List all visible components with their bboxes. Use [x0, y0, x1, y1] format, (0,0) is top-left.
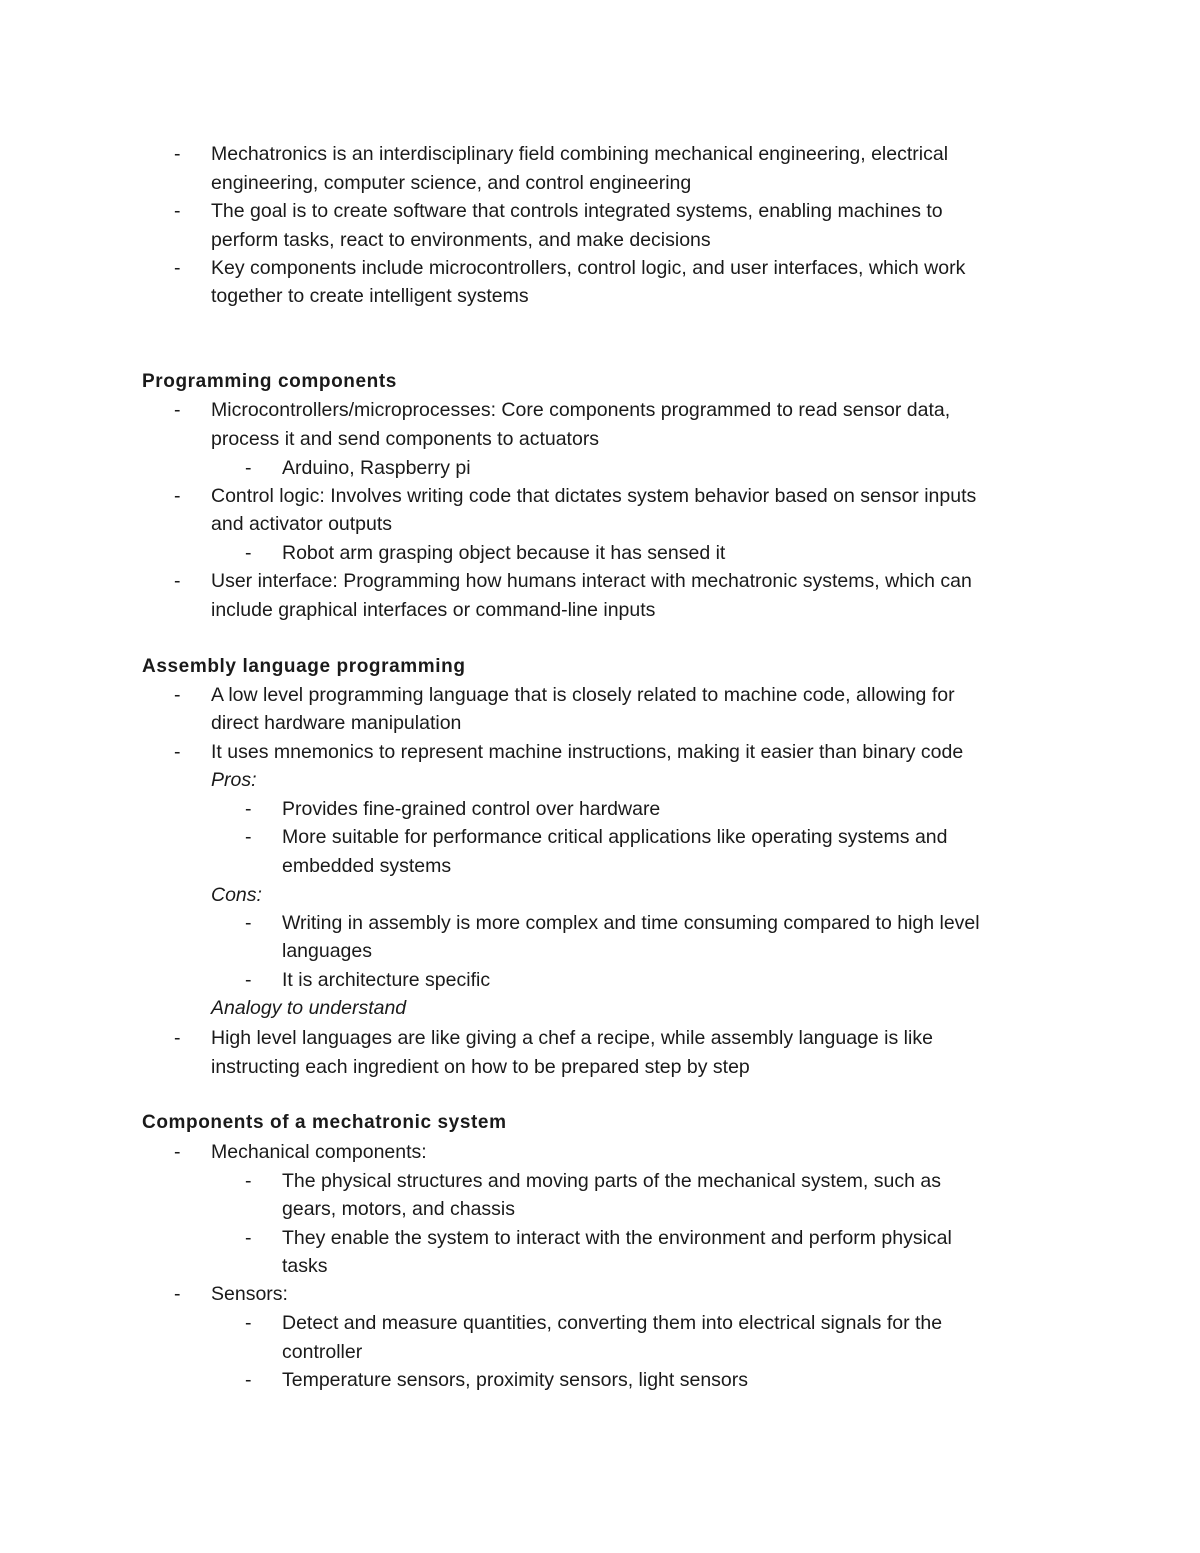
bullet-dash: -	[174, 1027, 181, 1049]
bullet-dash: -	[174, 399, 181, 421]
bullet-dash: -	[174, 1283, 181, 1305]
programming-item-3-line-1: User interface: Programming how humans interact with mechatronic systems, which can	[211, 570, 972, 592]
bullet-dash: -	[245, 798, 252, 820]
cons-item-1-line-1: Writing in assembly is more complex and time consuming compared to high level	[282, 912, 980, 934]
pros-item-2-line-2: embedded systems	[282, 855, 452, 877]
bullet-dash: -	[245, 1312, 252, 1334]
analogy-line-1: High level languages are like giving a chef a recipe, while assembly language is like	[211, 1027, 933, 1049]
bullet-dash: -	[245, 1227, 252, 1249]
bullet-dash: -	[174, 143, 181, 165]
bullet-dash: -	[174, 200, 181, 222]
mechanical-label: Mechanical components:	[211, 1141, 427, 1163]
programming-item-1-line-1: Microcontrollers/microprocesses: Core components programmed to read sensor data,	[211, 399, 951, 421]
cons-label: Cons:	[211, 884, 262, 906]
bullet-dash: -	[245, 912, 252, 934]
intro-item-1-line-1: Mechatronics is an interdisciplinary field combining mechanical engineering, electrical	[211, 143, 949, 165]
bullet-dash: -	[245, 1369, 252, 1391]
programming-heading: Programming components	[142, 371, 397, 392]
sensors-item-1-line-1: Detect and measure quantities, converting them into electrical signals for the	[282, 1312, 943, 1334]
pros-label: Pros:	[211, 769, 257, 791]
intro-item-3-line-1: Key components include microcontrollers, control logic, and user interfaces, which work	[211, 257, 966, 279]
programming-item-2-sub: Robot arm grasping object because it has sensed it	[282, 542, 726, 564]
mechanical-item-1-line-2: gears, motors, and chassis	[282, 1198, 516, 1220]
bullet-dash: -	[245, 542, 252, 564]
mechanical-item-2-line-1: They enable the system to interact with the environment and perform physical	[282, 1227, 952, 1249]
bullet-dash: -	[245, 969, 252, 991]
programming-item-2-line-2: and activator outputs	[211, 513, 393, 535]
sensors-item-2: Temperature sensors, proximity sensors, light sensors	[282, 1369, 749, 1391]
mechanical-item-1-line-1: The physical structures and moving parts of the mechanical system, such as	[282, 1170, 941, 1192]
programming-item-3-line-2: include graphical interfaces or command-line inputs	[211, 599, 656, 621]
analogy-line-2: instructing each ingredient on how to be prepared step by step	[211, 1056, 750, 1078]
intro-item-2-line-2: perform tasks, react to environments, and make decisions	[211, 229, 711, 251]
assembly-item-1-line-1: A low level programming language that is closely related to machine code, allowing for	[211, 684, 955, 706]
cons-item-2: It is architecture specific	[282, 969, 491, 991]
mechanical-item-2-line-2: tasks	[282, 1255, 328, 1277]
bullet-dash: -	[245, 457, 252, 479]
cons-item-1-line-2: languages	[282, 940, 372, 962]
pros-item-1: Provides fine-grained control over hardware	[282, 798, 661, 820]
bullet-dash: -	[174, 684, 181, 706]
bullet-dash: -	[174, 485, 181, 507]
components-heading: Components of a mechatronic system	[142, 1112, 507, 1133]
bullet-dash: -	[245, 1170, 252, 1192]
intro-item-3-line-2: together to create intelligent systems	[211, 285, 529, 307]
bullet-dash: -	[174, 257, 181, 279]
pros-item-2-line-1: More suitable for performance critical applications like operating systems and	[282, 826, 948, 848]
sensors-label: Sensors:	[211, 1283, 288, 1305]
bullet-dash: -	[245, 826, 252, 848]
analogy-label: Analogy to understand	[211, 997, 407, 1019]
assembly-heading: Assembly language programming	[142, 656, 466, 677]
bullet-dash: -	[174, 570, 181, 592]
sensors-item-1-line-2: controller	[282, 1341, 363, 1363]
intro-item-1-line-2: engineering, computer science, and control engineering	[211, 172, 692, 194]
bullet-dash: -	[174, 741, 181, 763]
programming-item-2-line-1: Control logic: Involves writing code that dictates system behavior based on sensor inputs	[211, 485, 977, 507]
intro-item-2-line-1: The goal is to create software that controls integrated systems, enabling machines to	[211, 200, 943, 222]
assembly-item-2-line-1: It uses mnemonics to represent machine instructions, making it easier than binary code	[211, 741, 964, 763]
assembly-item-1-line-2: direct hardware manipulation	[211, 712, 462, 734]
bullet-dash: -	[174, 1141, 181, 1163]
programming-item-1-sub: Arduino, Raspberry pi	[282, 457, 471, 479]
programming-item-1-line-2: process it and send components to actuators	[211, 428, 600, 450]
